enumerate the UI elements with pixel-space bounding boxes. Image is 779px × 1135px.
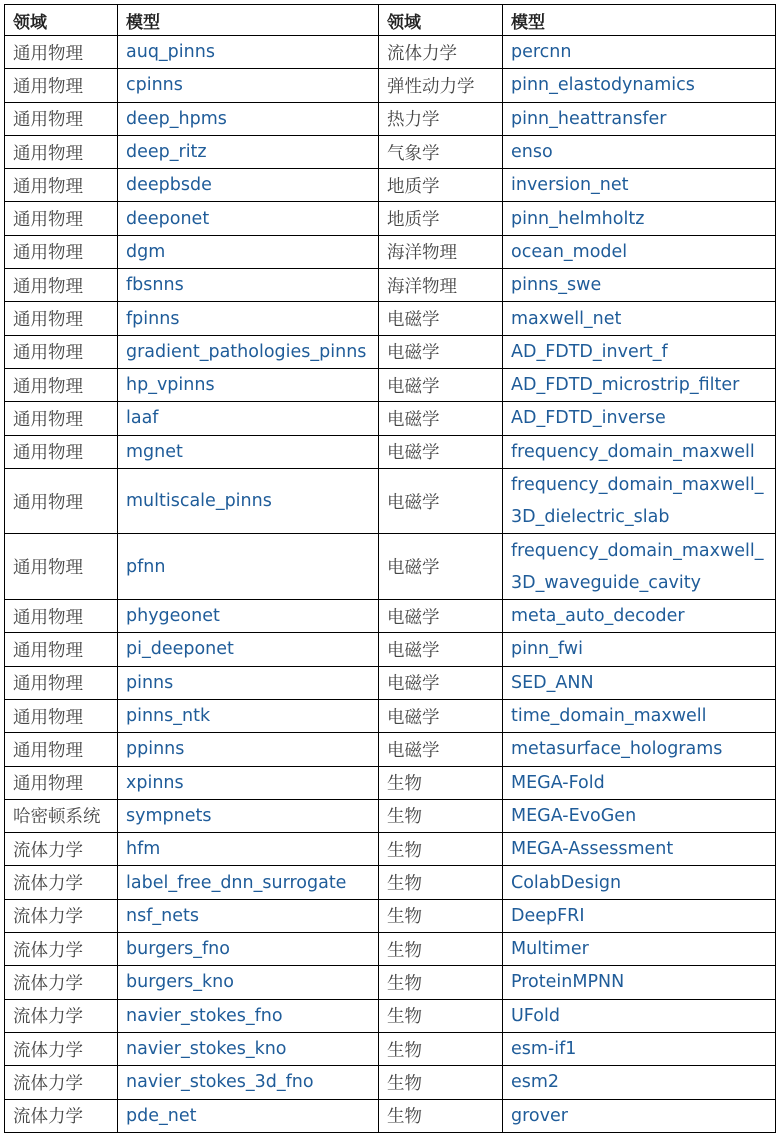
table-header-row: [5, 5, 776, 36]
domain-cell: 生物: [379, 866, 503, 899]
table-row: [5, 36, 776, 69]
header-domain-1: 领域: [5, 5, 118, 36]
model-cell: MEGA-Fold: [503, 766, 776, 799]
model-cell: xpinns: [118, 766, 379, 799]
domain-cell: 流体力学: [5, 933, 118, 966]
model-cell: esm2: [503, 1066, 776, 1099]
model-cell: gradient_pathologies_pinns: [118, 335, 379, 368]
domain-cell: 流体力学: [5, 999, 118, 1032]
model-cell: burgers_kno: [118, 966, 379, 999]
domain-cell: 电磁学: [379, 633, 503, 666]
domain-cell: 生物: [379, 933, 503, 966]
domain-cell: 电磁学: [379, 600, 503, 633]
model-cell: deeponet: [118, 202, 379, 235]
table-row: [5, 1099, 776, 1132]
domain-cell: 通用物理: [5, 302, 118, 335]
model-cell: percnn: [503, 36, 776, 69]
model-cell: metasurface_holograms: [503, 733, 776, 766]
model-cell: hfm: [118, 833, 379, 866]
domain-cell: 通用物理: [5, 600, 118, 633]
model-cell: maxwell_net: [503, 302, 776, 335]
model-cell: mgnet: [118, 435, 379, 468]
table-row: [5, 799, 776, 832]
model-cell: frequency_domain_maxwell_3D_dielectric_slab: [503, 468, 776, 534]
domain-cell: 电磁学: [379, 534, 503, 600]
domain-cell: 通用物理: [5, 102, 118, 135]
table-row: [5, 102, 776, 135]
model-cell: fpinns: [118, 302, 379, 335]
domain-cell: 通用物理: [5, 269, 118, 302]
model-cell: SED_ANN: [503, 666, 776, 699]
domain-cell: 电磁学: [379, 302, 503, 335]
domain-cell: 电磁学: [379, 435, 503, 468]
table-row: [5, 269, 776, 302]
table-row: [5, 733, 776, 766]
table-row: [5, 766, 776, 799]
table-row: [5, 999, 776, 1032]
table-row: [5, 435, 776, 468]
domain-cell: 通用物理: [5, 135, 118, 168]
domain-cell: 通用物理: [5, 235, 118, 268]
table-row: [5, 235, 776, 268]
model-cell: enso: [503, 135, 776, 168]
domain-cell: 通用物理: [5, 766, 118, 799]
domain-cell: 地质学: [379, 169, 503, 202]
domain-cell: 通用物理: [5, 699, 118, 732]
header-model-2: 模型: [503, 5, 776, 36]
model-cell: navier_stokes_kno: [118, 1032, 379, 1065]
domain-cell: 生物: [379, 766, 503, 799]
domain-cell: 流体力学: [5, 899, 118, 932]
model-cell: grover: [503, 1099, 776, 1132]
model-cell: frequency_domain_maxwell_3D_waveguide_cavity: [503, 534, 776, 600]
domain-cell: 通用物理: [5, 202, 118, 235]
model-cell: cpinns: [118, 69, 379, 102]
model-cell: deep_hpms: [118, 102, 379, 135]
header-domain-2: 领域: [379, 5, 503, 36]
domain-cell: 通用物理: [5, 335, 118, 368]
model-cell: pinn_elastodynamics: [503, 69, 776, 102]
model-cell: navier_stokes_fno: [118, 999, 379, 1032]
table-row: [5, 933, 776, 966]
domain-cell: 通用物理: [5, 36, 118, 69]
domain-cell: 通用物理: [5, 666, 118, 699]
model-cell: AD_FDTD_invert_f: [503, 335, 776, 368]
model-cell: DeepFRI: [503, 899, 776, 932]
model-cell: MEGA-Assessment: [503, 833, 776, 866]
table-row: [5, 633, 776, 666]
model-cell: frequency_domain_maxwell: [503, 435, 776, 468]
model-cell: ocean_model: [503, 235, 776, 268]
table-row: [5, 135, 776, 168]
model-cell: pinn_heattransfer: [503, 102, 776, 135]
domain-cell: 海洋物理: [379, 235, 503, 268]
model-cell: pinn_helmholtz: [503, 202, 776, 235]
table-row: [5, 899, 776, 932]
domain-cell: 生物: [379, 1099, 503, 1132]
domain-cell: 生物: [379, 999, 503, 1032]
table-row: [5, 534, 776, 600]
model-cell: hp_vpinns: [118, 368, 379, 401]
domain-cell: 生物: [379, 899, 503, 932]
domain-cell: 通用物理: [5, 69, 118, 102]
domain-cell: 电磁学: [379, 468, 503, 534]
domain-cell: 生物: [379, 1066, 503, 1099]
model-cell: pde_net: [118, 1099, 379, 1132]
model-cell: fbsnns: [118, 269, 379, 302]
header-model-1: 模型: [118, 5, 379, 36]
domain-cell: 气象学: [379, 135, 503, 168]
model-cell: laaf: [118, 402, 379, 435]
domain-cell: 电磁学: [379, 368, 503, 401]
table-row: [5, 833, 776, 866]
model-cell: time_domain_maxwell: [503, 699, 776, 732]
model-cell: AD_FDTD_microstrip_filter: [503, 368, 776, 401]
model-cell: burgers_fno: [118, 933, 379, 966]
domain-cell: 流体力学: [5, 1099, 118, 1132]
table-body: [5, 36, 776, 1133]
domain-cell: 流体力学: [5, 1066, 118, 1099]
model-cell: ProteinMPNN: [503, 966, 776, 999]
domain-cell: 通用物理: [5, 468, 118, 534]
model-cell: pi_deeponet: [118, 633, 379, 666]
model-cell: AD_FDTD_inverse: [503, 402, 776, 435]
domain-cell: 电磁学: [379, 666, 503, 699]
domain-cell: 生物: [379, 799, 503, 832]
table-row: [5, 202, 776, 235]
model-cell: dgm: [118, 235, 379, 268]
model-cell: deepbsde: [118, 169, 379, 202]
domain-cell: 通用物理: [5, 733, 118, 766]
table-row: [5, 866, 776, 899]
model-cell: MEGA-EvoGen: [503, 799, 776, 832]
model-cell: pfnn: [118, 534, 379, 600]
table-row: [5, 302, 776, 335]
domain-cell: 生物: [379, 1032, 503, 1065]
domain-cell: 生物: [379, 833, 503, 866]
model-cell: ppinns: [118, 733, 379, 766]
domain-cell: 流体力学: [379, 36, 503, 69]
domain-cell: 电磁学: [379, 699, 503, 732]
model-cell: phygeonet: [118, 600, 379, 633]
domain-cell: 弹性动力学: [379, 69, 503, 102]
domain-cell: 通用物理: [5, 534, 118, 600]
table-row: [5, 335, 776, 368]
model-cell: UFold: [503, 999, 776, 1032]
domain-cell: 热力学: [379, 102, 503, 135]
table-row: [5, 368, 776, 401]
domain-cell: 通用物理: [5, 435, 118, 468]
model-cell: sympnets: [118, 799, 379, 832]
model-cell: label_free_dnn_surrogate: [118, 866, 379, 899]
domain-cell: 哈密顿系统: [5, 799, 118, 832]
model-cell: multiscale_pinns: [118, 468, 379, 534]
domain-cell: 流体力学: [5, 866, 118, 899]
domain-cell: 地质学: [379, 202, 503, 235]
domain-cell: 流体力学: [5, 966, 118, 999]
model-cell: auq_pinns: [118, 36, 379, 69]
model-cell: pinn_fwi: [503, 633, 776, 666]
model-cell: pinns: [118, 666, 379, 699]
domain-cell: 通用物理: [5, 169, 118, 202]
model-cell: meta_auto_decoder: [503, 600, 776, 633]
domain-cell: 流体力学: [5, 1032, 118, 1065]
domain-cell: 通用物理: [5, 368, 118, 401]
domain-cell: 海洋物理: [379, 269, 503, 302]
domain-cell: 通用物理: [5, 402, 118, 435]
domain-cell: 电磁学: [379, 402, 503, 435]
model-cell: deep_ritz: [118, 135, 379, 168]
model-cell: pinns_swe: [503, 269, 776, 302]
model-cell: nsf_nets: [118, 899, 379, 932]
table-row: [5, 468, 776, 534]
table-row: [5, 699, 776, 732]
domain-cell: 生物: [379, 966, 503, 999]
table-row: [5, 169, 776, 202]
model-cell: pinns_ntk: [118, 699, 379, 732]
table-row: [5, 600, 776, 633]
table-row: [5, 1032, 776, 1065]
table-row: [5, 402, 776, 435]
table-row: [5, 1066, 776, 1099]
table-row: [5, 666, 776, 699]
table-row: [5, 966, 776, 999]
model-cell: Multimer: [503, 933, 776, 966]
domain-cell: 流体力学: [5, 833, 118, 866]
model-cell: navier_stokes_3d_fno: [118, 1066, 379, 1099]
domain-cell: 电磁学: [379, 733, 503, 766]
domain-cell: 电磁学: [379, 335, 503, 368]
model-cell: ColabDesign: [503, 866, 776, 899]
model-cell: inversion_net: [503, 169, 776, 202]
model-table: [4, 4, 776, 1133]
domain-cell: 通用物理: [5, 633, 118, 666]
model-cell: esm-if1: [503, 1032, 776, 1065]
table-row: [5, 69, 776, 102]
